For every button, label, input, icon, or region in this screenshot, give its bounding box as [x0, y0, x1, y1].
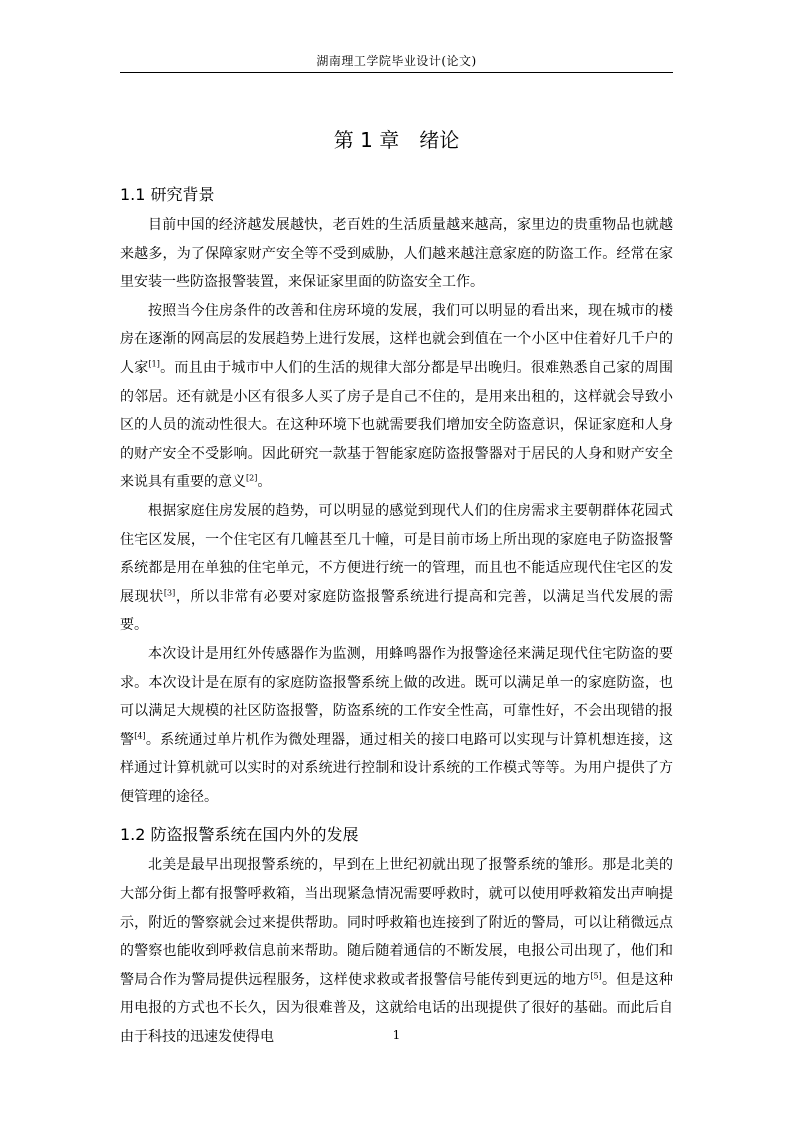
running-header: 湖南理工学院毕业设计(论文): [316, 54, 477, 68]
citation: [5]: [590, 971, 602, 981]
paragraph: 目前中国的经济越发展越快，老百姓的生活质量越来越高，家里边的贵重物品也就越来越多，为了保障家财产安全等不受到威胁，人们越来越注意家庭的防盗工作。经常在家里安装一些防盗报警装置，来保证家里面的防盗安全工作。: [120, 217, 673, 291]
citation: [2]: [246, 473, 258, 483]
paragraph: 按照当今住房条件的改善和住房环境的发展，我们可以明显的看出来，现在城市的楼房在逐渐的网高层的发展趋势上进行发展，这样也就会到值在一个小区中住着好几千户的人家[1]。而且由于城市中人们的生活的规律大部分都是早出晚归。很难熟悉自己家的周围的邻居。还有就是小区有很多人买了房子是自己不住的，是用来出租的，这样就会导致小区的人员的流动性很大。在这种环境下也就需要我们增加安全防盗意识，保证家庭和人身的财产安全不受影响。因此研究一款基于智能家庭防盗报警器对于居民的人身和财产安全来说具有重要的意义[2]。: [120, 302, 674, 491]
citation: [3]: [163, 588, 176, 598]
chapter-title: [120, 124, 673, 153]
header-rule: [120, 72, 673, 73]
chapter-name: 绪论: [419, 128, 460, 152]
page-number: 1: [392, 1028, 401, 1042]
paragraph: 本次设计是用红外传感器作为监测，用蜂鸣器作为报警途径来满足现代住宅防盗的要求。本次设计是在原有的家庭防盗报警系统上做的改进。既可以满足单一的家庭防盗，也可以满足大规模的社区防盗报警，防盗系统的工作安全性高，可靠性好，不会出现错的报警[4]。系统通过单片机作为微处理器，通过相关的接口电路可以实现与计算机想连接，这样通过计算机就可以实时的对系统进行控制和设计系统的工作模式等等。为用户提供了方便管理的途径。: [120, 645, 674, 805]
citation: [4]: [134, 731, 146, 741]
section-heading: 1.1 研究背景: [120, 185, 215, 204]
citation: [1]: [148, 359, 160, 369]
section-heading: 1.2 防盗报警系统在国内外的发展: [120, 825, 359, 845]
paragraph: 北美是最早出现报警系统的，早到在上世纪初就出现了报警系统的雏形。那是北美的大部分街上都有报警呼救箱，当出现紧急情况需要呼救时，就可以使用呼救箱发出声响提示，附近的警察就会过来提供帮助。同时呼救箱也连接到了附近的警局，可以让稍微远点的警察也能收到呼救信息前来帮助。随后随着通信的不断发展，电报公司出现了，他们和警局合作为警局提供远程服务，这样使求救或者报警信号能传到更远的地方[5]。但是这种用电报的方式也不长久，因为很难普及，这就给电话的出现提供了很好的基础。而此后自由于科技的迅速发使得电: [120, 857, 674, 1046]
body-content: [120, 181, 673, 1052]
chapter-number: 第 1 章: [333, 128, 400, 152]
paragraph: 根据家庭住房发展的趋势，可以明显的感觉到现代人们的住房需求主要朝群体花园式住宅区发展，一个住宅区有几幢甚至几十幢，可是目前市场上所出现的家庭电子防盗报警系统都是用在单独的住宅单元，不方便进行统一的管理，而且也不能适应现代住宅区的发展现状[3]，所以非常有必要对家庭防盗报警系统进行提高和完善，以满足当代发展的需要。: [120, 502, 674, 634]
